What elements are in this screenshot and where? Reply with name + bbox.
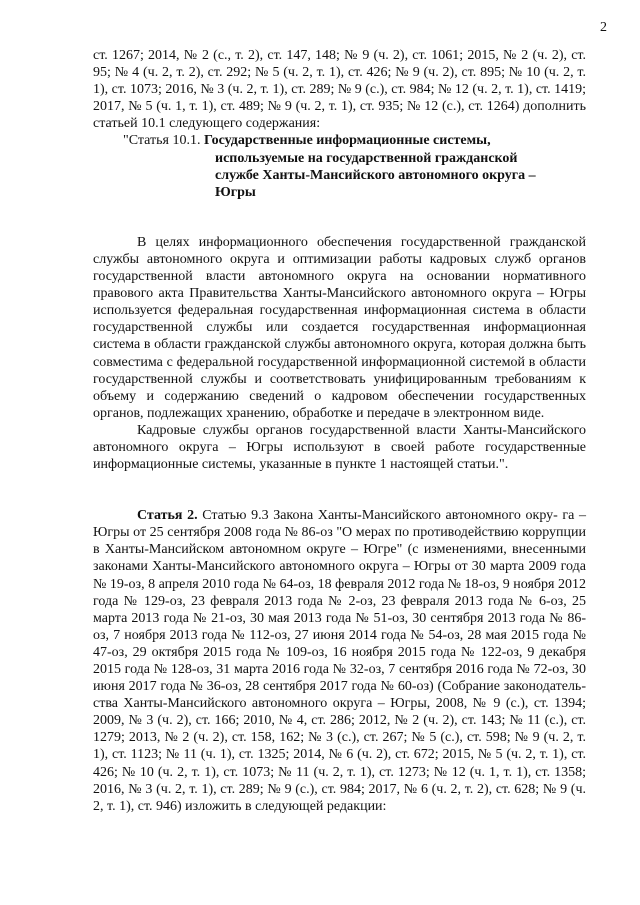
article-10-1-heading [93, 132, 586, 149]
article-10-1-title-line-3: службе Ханты-Мансийского автономного округа – [215, 167, 536, 183]
article-2-paragraph [93, 507, 586, 815]
spacer [93, 201, 586, 234]
intro-text: ст. 1267; 2014, № 2 (с., т. 2), ст. 147, 148; № 9 (ч. 2), ст. 1061; 2015, № 2 (ч. 2), ст. 95; № 4 (ч. 2, т. 2), ст. 292; № 5 (ч. 2, т. 1), ст. 426; № 9 (ч. 2), ст. 895; № 10 (ч. 2, т. 1), ст. 1073; 2016, № 3 (ч. 2, т. 1), ст. 289; № 9 (с.), ст. 984; № 12 (ч. 2, т. 1), ст. 1419; 2017, № 5 (ч. 1, т. 1), ст. 489; № 9 (ч. 2, т. 1), ст. 935; № 12 (с.), ст. 1264) дополнить статьей 10.1 следующего содержания: [93, 48, 586, 132]
article-10-1-title-line-2: используемые на государственной гражданской [215, 150, 518, 166]
spacer [93, 473, 586, 507]
intro-paragraph [93, 47, 586, 132]
article-10-1-title-line-1: Государственные информационные системы, [203, 133, 491, 149]
article-2-label: Статья 2. [137, 508, 198, 524]
para2-text: Кадровые службы органов государственной власти Ханты-Мансийского автономного округа – Югры используют в своей работе государственные информационные системы, указанные в пункте 1 настоящей статьи.". [93, 422, 586, 473]
article-10-1-label: "Статья 10.1. [123, 133, 201, 149]
page-number: 2 [600, 20, 607, 35]
article-10-1-title-line-4: Югры [215, 184, 256, 200]
article-10-1-paragraph-2 [93, 422, 586, 473]
para1-text: В целях информационного обеспечения государственной гражданской службы автономного округа и оптимизации работы кадровых служб органов государственной власти автономного округа на основании нормативного правового акта Правительства Ханты-Мансийского автономного округа – Югры используется федеральная государственная информационная система в области государственной службы или создается государственная информационная система в области гражданской службы автономного округа, которая должна быть совместима с федеральной государственной информационной системой в области государственной службы и соответствовать унифицированным требованиям к объему и содержанию сведений о кадровом обеспечении государственных органов, подлежащих хранению, обработке и передаче в электронном виде. [93, 234, 586, 421]
document-body [93, 47, 586, 815]
art2-text: га – Югры от 25 сентября 2008 года № 86-оз "О мерах по противодействию коррупции в Ханты-Мансийском автономном округе – Югре" (с изменениями, внесенными законами Ханты-Мансийского автономного округа – Югры от 30 марта 2009 года № 19-оз, 8 апреля 2010 года № 64-оз, 18 февраля 2012 года № 18-оз, 9 ноября 2012 года № 129-оз, 23 февраля 2013 года № 2-оз, 23 февраля 2013 года № 6-оз, 25 марта 2013 года № 21-оз, 30 мая 2013 года № 51-оз, 30 сентября 2013 года № 86-оз, 7 ноября 2013 года № 112-оз, 27 июня 2014 года № 54-оз, 28 мая 2015 года № 47-оз, 29 октября 2015 года № 109-оз, 16 ноября 2015 года № 122-оз, 9 декабря 2015 года № 128-оз, 31 марта 2016 года № 32-оз, 7 сентября 2016 года № 72-оз, 30 июня 2017 года № 36-оз, 28 сентября 2017 года № 60-оз) (Собрание законодательства Ханты-Мансийского автономного округа – Югры, 2008, № 9 (с.), ст. 1394; 2009, № 3 (ч. 2), ст. 166; 2010, № 4, ст. 286; 2012, № 2 (ч. 2), ст. 143; № 11 (с.), ст. 1279; 2013, № 2 (ч. 2), ст. 158, 162; № 3 (с.), ст. 267; № 5 (с.), ст. 598; № 9 (ч. 2, т. 1), ст. 1123; № 11 (ч. 1), ст. 1325; 2014, № 6 (ч. 2), ст. 672; 2015, № 5 (ч. 2, т. 1), ст. 426; № 10 (ч. 2, т. 1), ст. 1073; № 11 (ч. 2, т. 1), ст. 1273; № 12 (ч. 1, т. 1), ст. 1358; 2016, № 3 (ч. 2, т. 1), ст. 289; № 9 (с.), ст. 984; 2017, № 6 (ч. 2, т. 2), ст. 628; № 9 (ч. 2, т. 1), ст. 946) изложить в следующей редакции: [93, 508, 586, 814]
article-10-1-paragraph-1 [93, 234, 586, 422]
article-2-first-line: Статью 9.3 Закона Ханты-Мансийского автономного окру- [197, 508, 558, 524]
